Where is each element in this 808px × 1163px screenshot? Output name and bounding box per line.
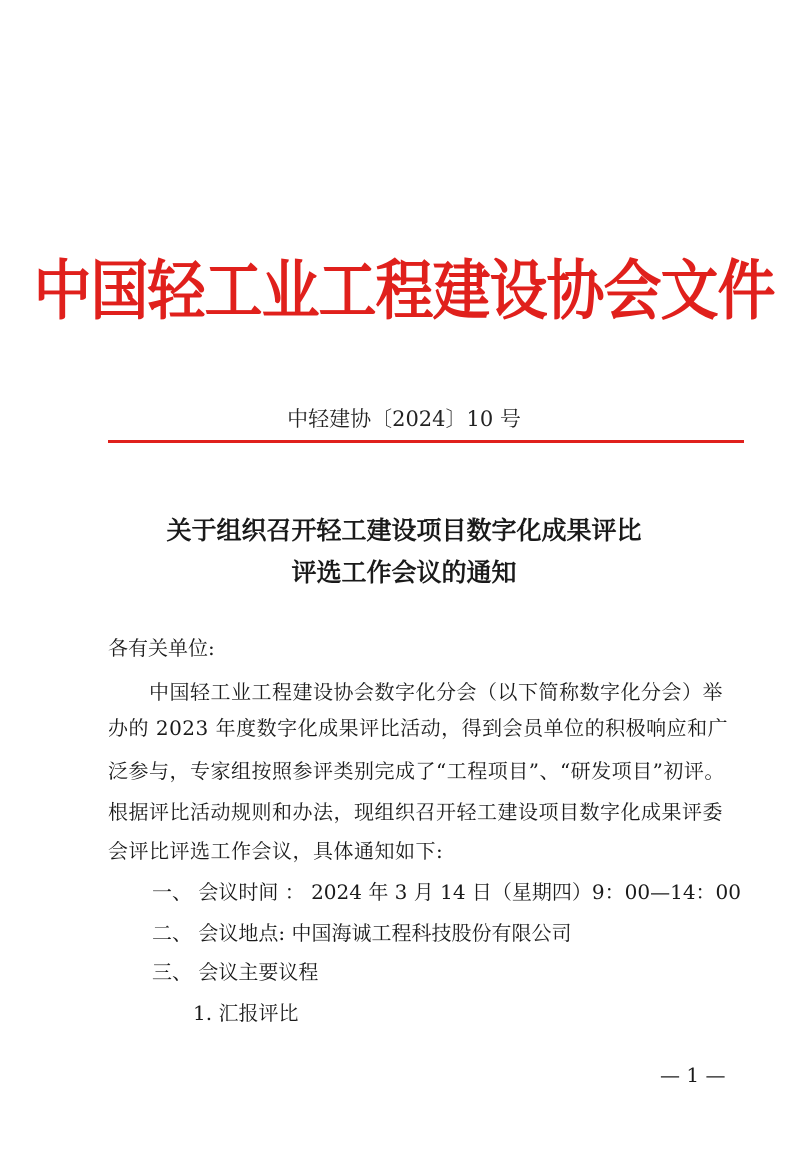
- document-number: 中轻建协〔2024〕10 号: [287, 407, 521, 431]
- page-number: — 1 —: [660, 1063, 726, 1087]
- notice-title-line-1: 关于组织召开轻工建设项目数字化成果评比: [166, 516, 642, 545]
- notice-title: [0, 510, 808, 594]
- paragraph-line-3: 泛参与，专家组按照参评类别完成了“工程项目”、“研发项目”初评。: [108, 759, 725, 783]
- paragraph-line-2: 办的 2023 年度数字化成果评比活动，得到会员单位的积极响应和广: [108, 716, 729, 740]
- paragraph-line-5: 会评比评选工作会议，具体通知如下:: [108, 839, 444, 863]
- paragraph-line-1: 中国轻工业工程建设协会数字化分会（以下简称数字化分会）举: [108, 680, 723, 704]
- notice-title-line-2: 评选工作会议的通知: [291, 558, 517, 587]
- paragraph-line-4: 根据评比活动规则和办法，现组织召开轻工建设项目数字化成果评委: [108, 800, 723, 824]
- agenda-item-location: 二、 会议地点: 中国海诚工程科技股份有限公司: [152, 921, 572, 945]
- agenda-sub-item-1: 1. 汇报评比: [193, 1001, 299, 1025]
- agenda-item-agenda: 三、 会议主要议程: [152, 960, 319, 984]
- masthead-title: 中国轻工业工程建设协会文件: [33, 252, 775, 329]
- agenda-item-time: 一、 会议时间 ： 2024 年 3 月 14 日（星期四）9：00—14：00: [152, 880, 742, 904]
- salutation: 各有关单位:: [108, 636, 215, 660]
- red-divider-line: [108, 440, 744, 443]
